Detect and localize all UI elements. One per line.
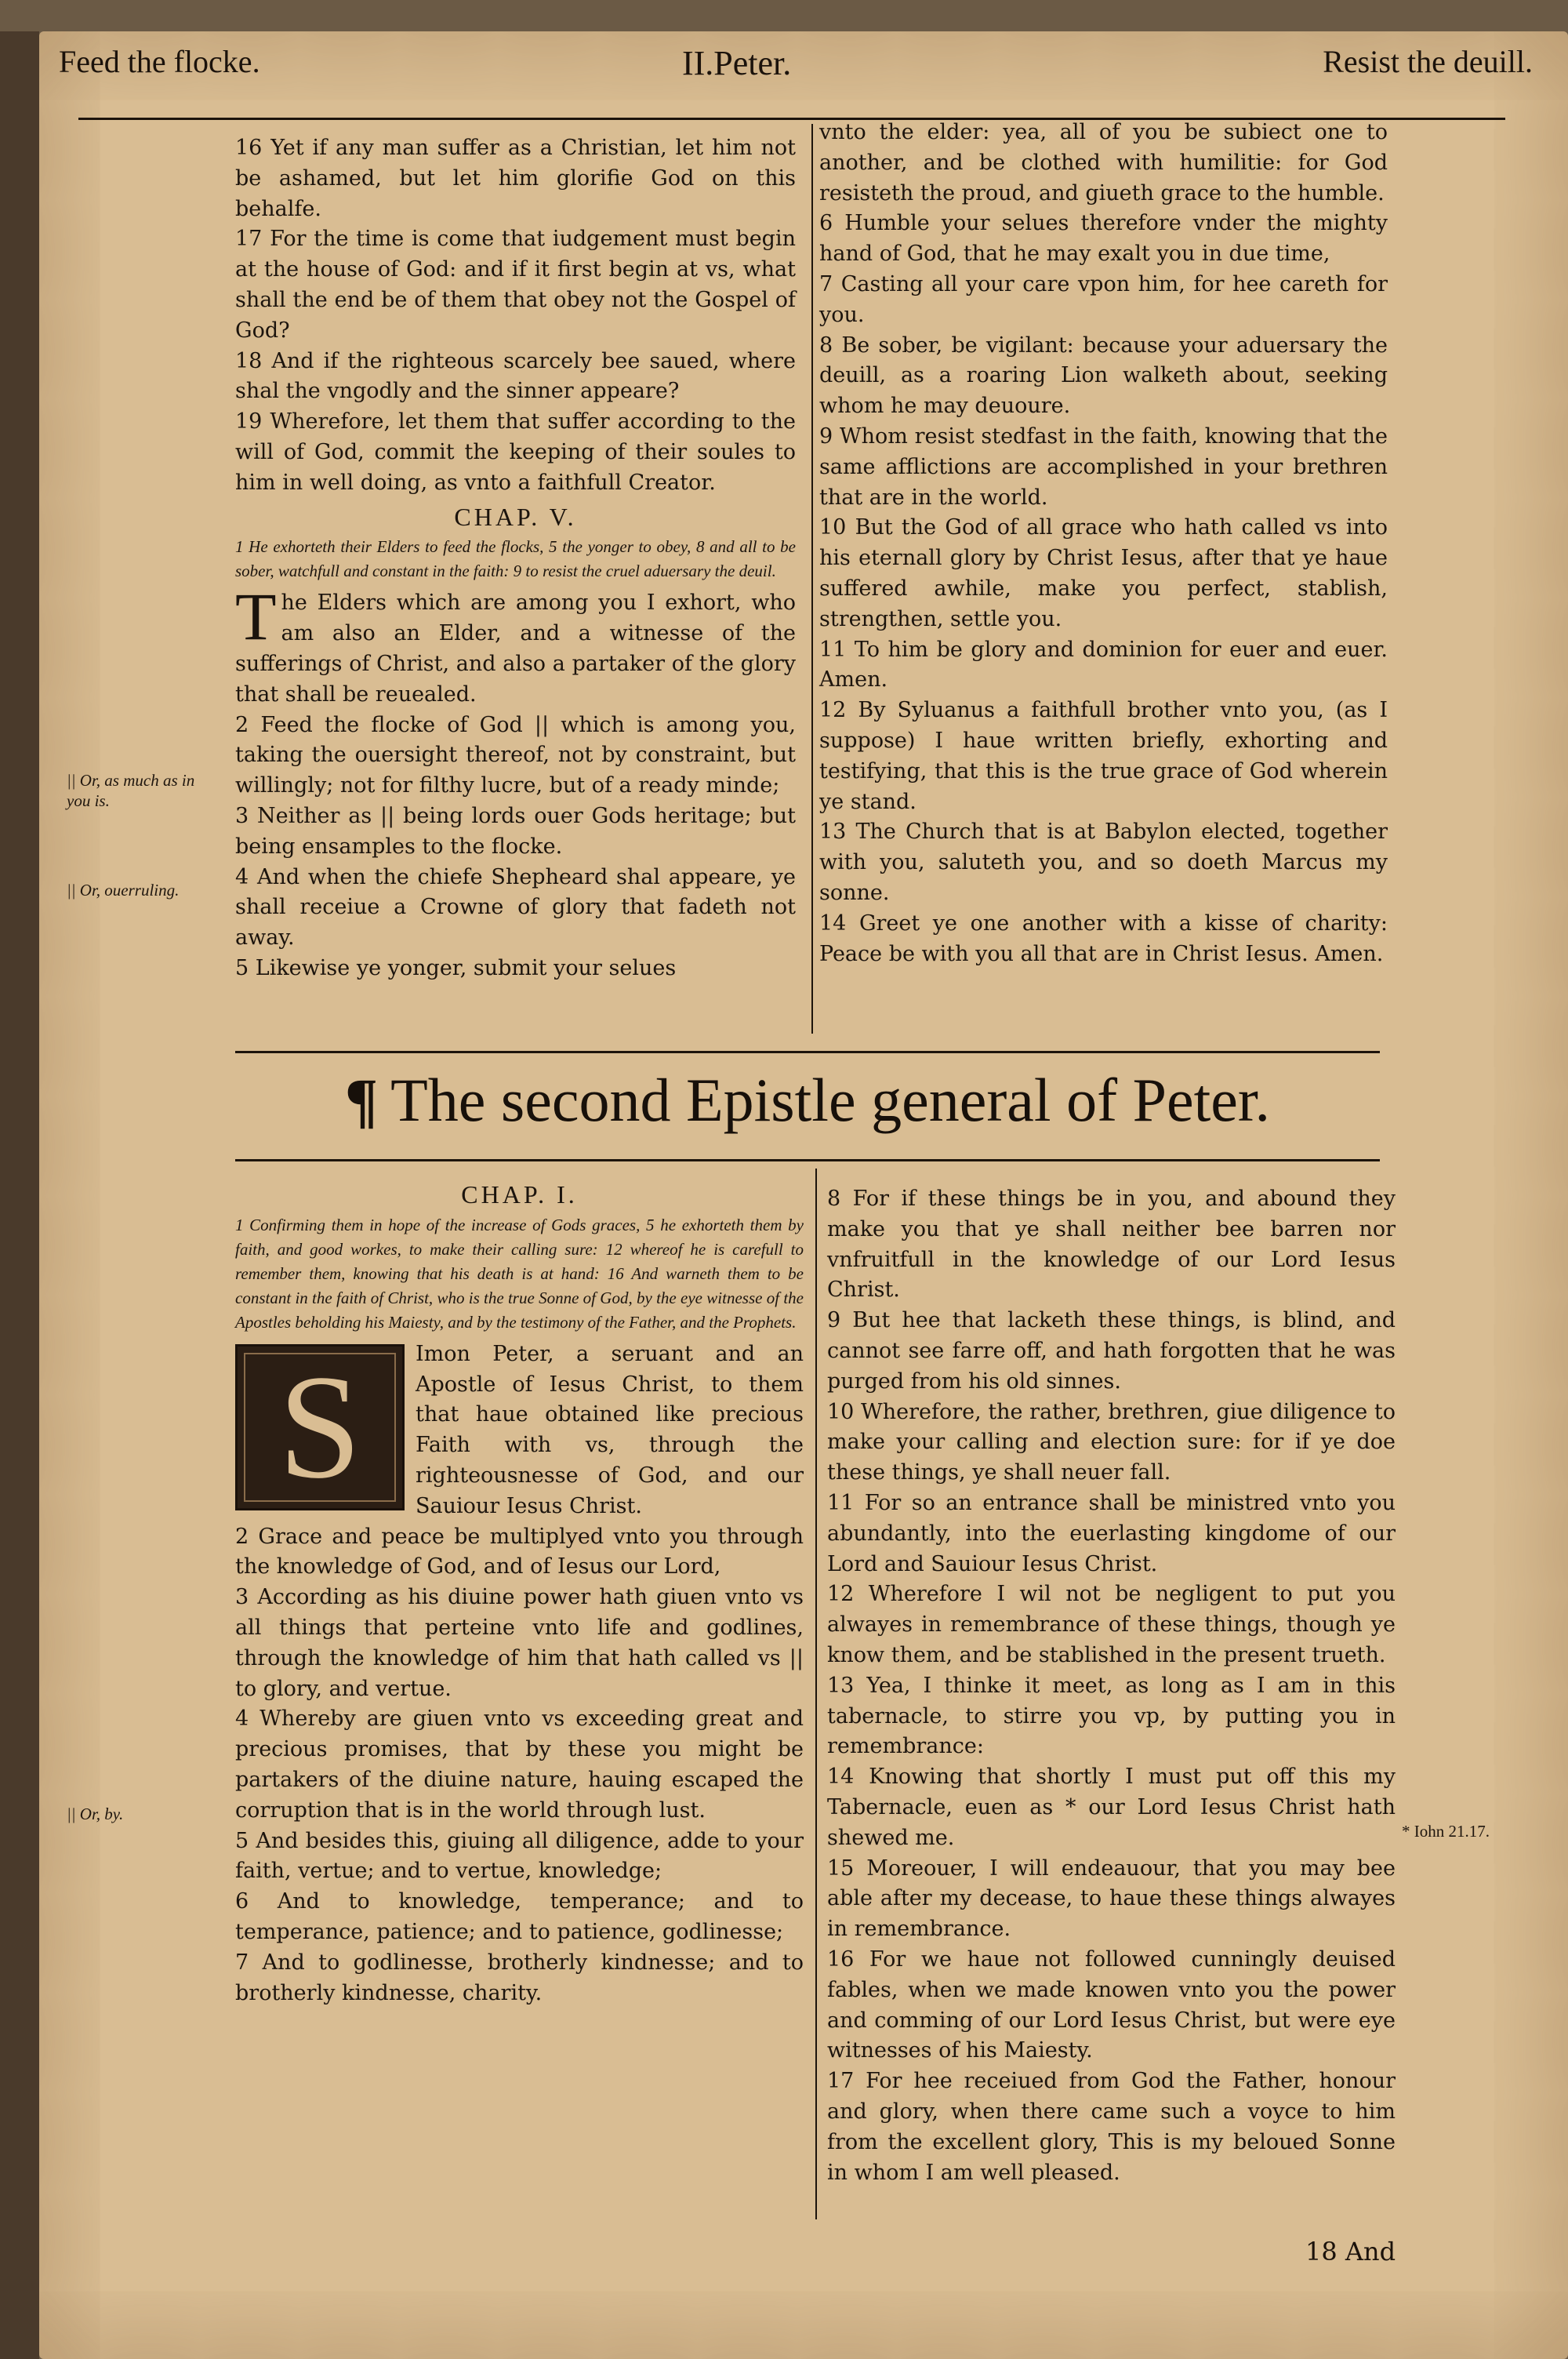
book-spine	[0, 31, 39, 2359]
verse-paragraph: 9 But hee that lacketh these things, is blind, and cannot see farre off, and hath forgotten that he was purged from his old sinnes.	[827, 1308, 1396, 1394]
bottom-left-column	[235, 1176, 804, 2008]
running-head-left: Feed the flocke.	[59, 44, 260, 79]
verse-paragraph: 17 For hee receiued from God the Father, honour and glory, when there came such a voyce to him from the excellent glory, This is my beloued Sonne in whom I am well pleased.	[827, 2069, 1396, 2185]
first-verse-text: Imon Peter, a seruant and an Apostle of Iesus Christ, to them that haue obtained like precious Faith with vs, through the righteousnesse of God, and our Sauiour Iesus Christ.	[416, 1341, 804, 1518]
verse-paragraph: 4 Whereby are giuen vnto vs exceeding great and precious promises, that by these you might be partakers of the diuine nature, hauing escaped the corruption that is in the world through lust.	[235, 1707, 804, 1823]
chapter-heading: CHAP. I.	[461, 1180, 578, 1209]
verse-paragraph: 3 According as his diuine power hath giuen vnto vs all things that perteine vnto life and godlines, through the knowledge of him that hath called vs || to glory, and vertue.	[235, 1585, 804, 1701]
verse-paragraph: 13 The Church that is at Babylon elected, together with you, saluteth you, and so doeth Marcus my sonne.	[819, 820, 1388, 905]
verse-paragraph: 11 For so an entrance shall be ministred vnto you abundantly, into the euerlasting kingdome of our Lord and Sauiour Iesus Christ.	[827, 1490, 1396, 1576]
verse-paragraph: 11 To him be glory and dominion for euer and euer. Amen.	[819, 637, 1388, 692]
verse-paragraph: 5 Likewise ye yonger, submit your selues	[235, 955, 677, 980]
chapter-summary: 1 He exhorteth their Elders to feed the flocks, 5 the yonger to obey, 8 and all to be sober, watchfull and constant in the faith: 9 to resist the cruel aduersary the deuil.	[235, 537, 796, 581]
running-head-right: Resist the deuill.	[1323, 44, 1533, 79]
margin-note: || Or, as much as in you is.	[67, 771, 195, 810]
epistle-title-text: The second Epistle general of Peter.	[390, 1066, 1271, 1134]
first-verse-text: he Elders which are among you I exhort, who am also an Elder, and a witnesse of the sufferings of Christ, and also a partaker of the glory that shall be reuealed.	[235, 591, 796, 707]
verse-paragraph: 2 Grace and peace be multiplyed vnto you through the knowledge of God, and of Iesus our Lord,	[235, 1524, 804, 1579]
verse-paragraph: 12 Wherefore I wil not be negligent to put you alwayes in remembrance of these things, though ye know them, and be stablished in the present trueth.	[827, 1582, 1396, 1667]
title-rule-bottom	[235, 1159, 1380, 1161]
verse-paragraph: 9 Whom resist stedfast in the faith, knowing that the same afflictions are accomplished in your brethren that are in the world.	[819, 423, 1388, 510]
chapter-summary: 1 Confirming them in hope of the increase of Gods graces, 5 he exhorteth them by faith, and good workes, to make their calling sure: 12 whereof he is carefull to remember them, knowing that his death is at hand: 16 And warneth them to be constant in the faith of Christ, who is the true Sonne of God, by the eye witnesse of the Apostles beholding his Maiesty, and by the testimony of the Father, and the Prophets.	[235, 1215, 804, 1332]
verse-paragraph: 14 Knowing that shortly I must put off this my Tabernacle, euen as * our Lord Iesus Christ hath shewed me.	[827, 1765, 1396, 1850]
verse-paragraph: 5 And besides this, giuing all diligence, adde to your faith, vertue; and to vertue, knowledge;	[235, 1828, 804, 1884]
chapter-first-verse	[235, 1339, 804, 1522]
verse-paragraph: 18 And if the righteous scarcely bee saued, where shal the vngodly and the sinner appeare?	[235, 348, 796, 404]
column-divider-bottom	[815, 1169, 817, 2219]
top-right-column	[819, 118, 1388, 969]
margin-note: || Or, by.	[67, 1805, 124, 1823]
verse-paragraph: 10 But the God of all grace who hath called vs into his eternall glory by Christ Iesus, after that ye haue suffered awhile, make you perfect, stablish, strengthen, settle you.	[819, 515, 1388, 631]
verse-paragraph: 8 For if these things be in you, and abound they make you that ye shall neither bee barren nor vnfruitfull in the knowledge of our Lord Iesus Christ.	[827, 1187, 1396, 1303]
verse-paragraph: 6 Humble your selues therefore vnder the mighty hand of God, that he may exalt you in due time,	[819, 211, 1388, 267]
margin-note: * Iohn 21.17.	[1402, 1822, 1490, 1841]
verse-paragraph: vnto the elder: yea, all of you be subiect one to another, and be clothed with humilitie: for God resisteth the proud, and giueth grace to the humble.	[819, 120, 1388, 205]
verse-paragraph: 17 For the time is come that iudgement must begin at the house of God: and if it first begin at vs, what shall the end be of them that obey not the Gospel of God?	[235, 227, 796, 343]
chapter-first-verse	[235, 579, 796, 710]
verse-paragraph: 8 Be sober, be vigilant: because your aduersary the deuill, as a roaring Lion walketh about, seeking whom he may deuoure.	[819, 333, 1388, 419]
bottom-right-column	[827, 1184, 1396, 2188]
verse-paragraph: 16 For we haue not followed cunningly deuised fables, when we made knowen vnto you the power and comming of our Lord Iesus Christ, but were eye witnesses of his Maiesty.	[827, 1946, 1396, 2063]
verse-paragraph: 19 Wherefore, let them that suffer according to the will of God, commit the keeping of their soules to him in well doing, as vnto a faithfull Creator.	[235, 409, 796, 495]
verse-paragraph: 16 Yet if any man suffer as a Christian, let him not be ashamed, but let him glorifie God on this behalfe.	[235, 136, 796, 221]
running-head-center: II.Peter.	[682, 44, 792, 82]
catchword: 18 And	[1305, 2237, 1396, 2266]
verse-paragraph: 13 Yea, I thinke it meet, as long as I am in this tabernacle, to stirre you vp, by putting you in remembrance:	[827, 1673, 1396, 1759]
drop-cap: T	[235, 579, 277, 655]
verse-paragraph: 12 By Syluanus a faithfull brother vnto you, (as I suppose) I haue written briefly, exhorting and testifying, that this is the true grace of God wherein ye stand.	[819, 698, 1388, 814]
verse-paragraph: 7 And to godlinesse, brotherly kindnesse; and to brotherly kindnesse, charity.	[235, 1950, 804, 2005]
column-divider-top	[811, 124, 813, 1034]
pilcrow-icon: ¶	[344, 1066, 379, 1134]
verse-paragraph: 3 Neither as || being lords ouer Gods heritage; but being ensamples to the flocke.	[235, 803, 796, 859]
epistle-title	[298, 1065, 1317, 1136]
verse-paragraph: 15 Moreouer, I will endeauour, that you may bee able after my decease, to haue these things alwayes in remembrance.	[827, 1856, 1396, 1942]
ornamental-initial: S	[235, 1344, 405, 1510]
title-rule-top	[235, 1051, 1380, 1053]
margin-note: || Or, ouerruling.	[67, 881, 180, 900]
verse-paragraph: 7 Casting all your care vpon him, for hee careth for you.	[819, 271, 1388, 327]
top-left-column	[235, 133, 796, 984]
verse-paragraph: 4 And when the chiefe Shepheard shal appeare, ye shall receiue a Crowne of glory that fadeth not away.	[235, 864, 796, 951]
verse-paragraph: 14 Greet ye one another with a kisse of charity: Peace be with you all that are in Christ Iesus. Amen.	[819, 911, 1388, 966]
chapter-heading: CHAP. V.	[454, 502, 577, 531]
verse-paragraph: 10 Wherefore, the rather, brethren, giue diligence to make your calling and election sure: for if ye doe these things, ye shall neuer fall.	[827, 1399, 1396, 1485]
verse-paragraph: 6 And to knowledge, temperance; and to temperance, patience; and to patience, godlinesse;	[235, 1889, 804, 1944]
verse-paragraph: 2 Feed the flocke of God || which is among you, taking the ouersight thereof, not by constraint, but willingly; not for filthy lucre, but of a ready minde;	[235, 712, 796, 798]
